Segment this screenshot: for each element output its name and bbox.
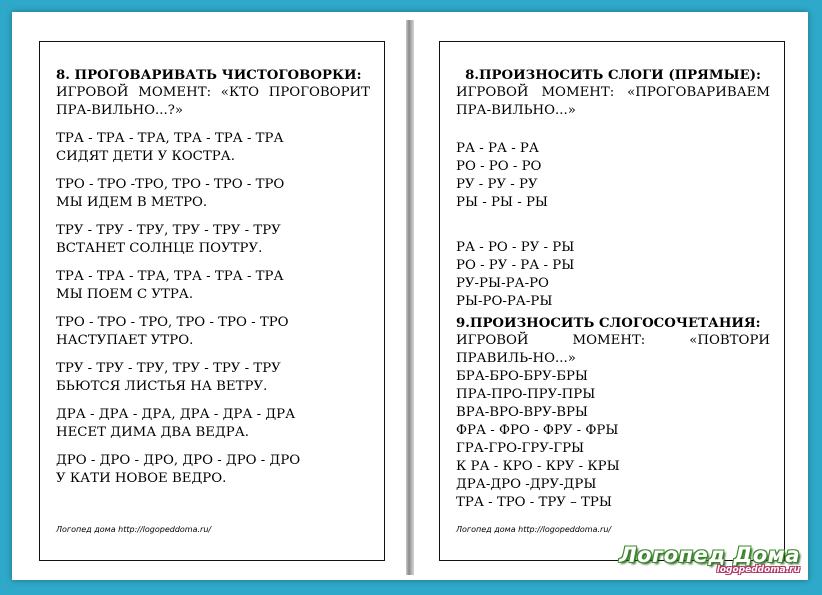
- booklet-spine: [406, 20, 414, 575]
- combo-line: ВРА-ВРО-ВРУ-ВРЫ: [456, 405, 589, 420]
- verse-line: ТРУ - ТРУ - ТРУ, ТРУ - ТРУ - ТРУ: [56, 223, 281, 238]
- site-logo: [619, 543, 800, 575]
- combo-line: К РА - КРО - КРУ - КРЫ: [456, 459, 620, 474]
- syllable-group-2: [456, 239, 770, 311]
- verse-line: ДРО - ДРО - ДРО, ДРО - ДРО - ДРО: [56, 453, 301, 468]
- syllable-line: РА - РА - РА: [456, 141, 539, 156]
- verse-3: [56, 222, 370, 258]
- verse-6: [56, 360, 370, 396]
- right-page: [439, 41, 785, 561]
- combo-group: [456, 368, 770, 512]
- verse-8: [56, 452, 370, 488]
- verse-4: [56, 268, 370, 304]
- left-page-content: [56, 67, 370, 488]
- syllable-line: РА - РО - РУ - РЫ: [456, 240, 575, 255]
- syllable-line: РУ - РУ - РУ: [456, 177, 538, 192]
- left-game-moment: ИГРОВОЙ МОМЕНТ: «КТО ПРОГОВОРИТ ПРА-ВИЛЬНО...?»: [56, 85, 370, 118]
- combo-line: БРА-БРО-БРУ-БРЫ: [456, 369, 589, 384]
- combo-line: ТРА - ТРО - ТРУ – ТРЫ: [456, 495, 612, 510]
- verse-line: ДРА - ДРА - ДРА, ДРА - ДРА - ДРА: [56, 407, 296, 422]
- combo-line: ПРА-ПРО-ПРУ-ПРЫ: [456, 387, 596, 402]
- syllable-line: РО - РУ - РА - РЫ: [456, 258, 575, 273]
- verse-line: НЕСЕТ ДИМА ДВА ВЕДРА.: [56, 425, 250, 440]
- verse-line: НАСТУПАЕТ УТРО.: [56, 333, 194, 348]
- verse-1: [56, 130, 370, 166]
- verse-line: ТРА - ТРА - ТРА, ТРА - ТРА - ТРА: [56, 269, 284, 284]
- left-section-title: 8. ПРОГОВАРИВАТЬ ЧИСТОГОВОРКИ:: [56, 68, 362, 83]
- verse-line: СИДЯТ ДЕТИ У КОСТРА.: [56, 149, 235, 164]
- right-page-content: [456, 67, 770, 512]
- verse-line: МЫ ПОЕМ С УТРА.: [56, 287, 194, 302]
- verse-line: ТРА - ТРА - ТРА, ТРА - ТРА - ТРА: [56, 131, 284, 146]
- left-page-footer: Логопед дома http://logopeddoma.ru/: [56, 525, 212, 534]
- verse-line: У КАТИ НОВОЕ ВЕДРО.: [56, 471, 227, 486]
- verse-5: [56, 314, 370, 350]
- verse-line: МЫ ИДЕМ В МЕТРО.: [56, 195, 208, 210]
- combo-line: ГРА-ГРО-ГРУ-ГРЫ: [456, 441, 585, 456]
- verse-2: [56, 176, 370, 212]
- right-section-title-2: 9.ПРОИЗНОСИТЬ СЛОГОСОЧЕТАНИЯ:: [456, 316, 761, 331]
- verse-line: ТРУ - ТРУ - ТРУ, ТРУ - ТРУ - ТРУ: [56, 361, 281, 376]
- right-page-footer: Логопед дома http://logopeddoma.ru/: [456, 525, 612, 534]
- syllable-group-1: [456, 140, 770, 212]
- syllable-line: РЫ-РО-РА-РЫ: [456, 294, 553, 309]
- combo-line: ДРА-ДРО -ДРУ-ДРЫ: [456, 477, 597, 492]
- syllable-line: РЫ - РЫ - РЫ: [456, 195, 548, 210]
- right-section-title-1: 8.ПРОИЗНОСИТЬ СЛОГИ (ПРЯМЫЕ):: [465, 68, 761, 83]
- logo-url: logopeddoma.ru: [716, 565, 800, 575]
- verse-line: ТРО - ТРО - ТРО, ТРО - ТРО - ТРО: [56, 315, 289, 330]
- verse-7: [56, 406, 370, 442]
- right-game-moment-1: ИГРОВОЙ МОМЕНТ: «ПРОГОВАРИВАЕМ ПРА-ВИЛЬНО...»: [456, 85, 770, 118]
- verse-line: БЬЮТСЯ ЛИСТЬЯ НА ВЕТРУ.: [56, 379, 268, 394]
- right-game-moment-2: ИГРОВОЙ МОМЕНТ: «ПОВТОРИ ПРАВИЛЬ-НО...»: [456, 333, 770, 366]
- verse-line: ТРО - ТРО -ТРО, ТРО - ТРО - ТРО: [56, 177, 285, 192]
- combo-line: ФРА - ФРО - ФРУ - ФРЫ: [456, 423, 619, 438]
- left-page: [39, 41, 385, 561]
- syllable-line: РУ-РЫ-РА-РО: [456, 276, 549, 291]
- verse-line: ВСТАНЕТ СОЛНЦЕ ПОУТРУ.: [56, 241, 263, 256]
- syllable-line: РО - РО - РО: [456, 159, 542, 174]
- logo-text: Логопед Дома: [619, 543, 800, 567]
